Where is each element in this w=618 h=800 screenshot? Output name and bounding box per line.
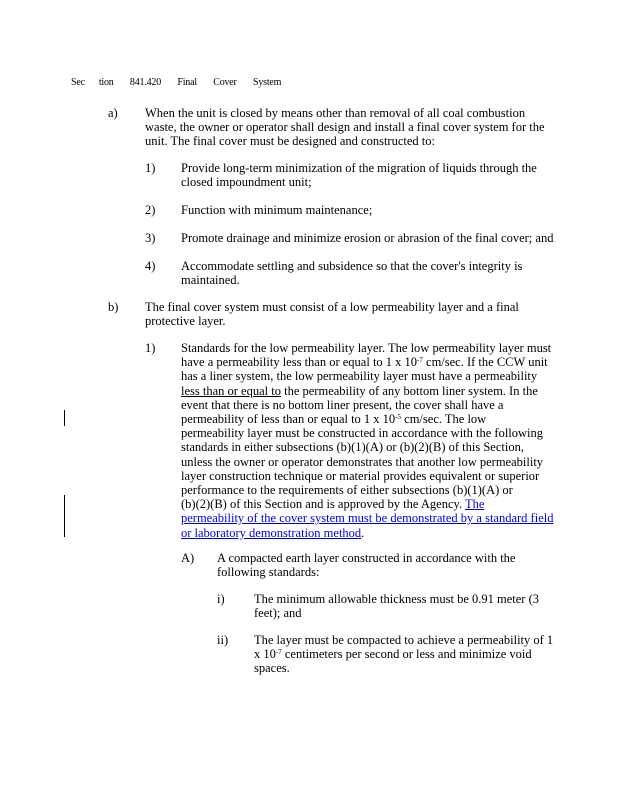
subsection-a-text	[145, 106, 545, 149]
text-line: unless the owner or operator demonstrates that another low permeability	[181, 454, 544, 469]
subsection-b-label: b)	[108, 300, 119, 314]
item-bA-label: A)	[181, 551, 195, 565]
text-line: Standards for the low permeability layer. The low permeability layer must	[181, 341, 552, 355]
text-line: standards in either subsections (b)(1)(A) or (b)(2)(B) of this Section,	[181, 440, 524, 455]
text-run: cm/sec. The low	[401, 412, 487, 427]
text-line: The layer must be compacted to achieve a permeability of 1	[254, 633, 554, 647]
exponent: -7	[275, 648, 282, 657]
text-line: Promote drainage and minimize erosion or abrasion of the final cover; and	[181, 231, 554, 245]
subsection-a-label: a)	[108, 106, 118, 120]
text-line: event that there is no bottom liner present, the cover shall have a	[181, 397, 504, 412]
section-number: 841.420	[129, 77, 162, 88]
text-line	[181, 412, 553, 426]
blue-insertion: or laboratory demonstration method	[181, 525, 362, 540]
text-line: Function with minimum maintenance;	[181, 203, 373, 217]
section-title-cover: Cover	[213, 77, 237, 88]
item-bii-label: ii)	[217, 633, 229, 647]
item-a3-text	[181, 231, 553, 245]
exponent: -5	[395, 413, 402, 422]
text-run: the permeability of any bottom liner system. In the	[280, 383, 538, 398]
text-line: Accommodate settling and subsidence so that the cover's integrity is	[181, 259, 523, 273]
section-word-cont: tion	[98, 77, 114, 88]
text-line: The minimum allowable thickness must be 0.91 meter (3	[254, 592, 540, 606]
text-line: has a liner system, the low permeability layer must have a permeability	[181, 369, 538, 384]
item-a2-label: 2)	[145, 203, 156, 217]
text-line: unit. The final cover must be designed and constructed to:	[145, 134, 435, 149]
section-title-system: System	[252, 77, 282, 88]
revision-change-bar	[64, 495, 65, 537]
text-line: permeability layer must be constructed in accordance with the following	[181, 426, 544, 441]
blue-insertion: The	[464, 497, 485, 512]
underlined-insertion: less than or equal to	[181, 383, 281, 398]
text-line	[181, 497, 553, 511]
section-heading	[71, 77, 295, 88]
text-run: cm/sec. If the CCW unit	[422, 355, 548, 370]
subsection-b-text	[145, 300, 519, 328]
text-line: maintained.	[181, 273, 240, 288]
text-run: x 10	[254, 647, 276, 662]
text-line: closed impoundment unit;	[181, 175, 312, 190]
text-line	[181, 384, 553, 398]
item-a1-label: 1)	[145, 161, 156, 175]
text-line: following standards:	[217, 565, 320, 580]
text-line: The final cover system must consist of a low permeability layer and a final	[145, 300, 519, 314]
item-bii-text	[254, 633, 553, 676]
item-bi-label: i)	[217, 592, 225, 606]
text-line: feet); and	[254, 606, 302, 621]
item-a1-text	[181, 161, 537, 189]
text-line: A compacted earth layer constructed in accordance with the	[217, 551, 516, 565]
item-a3-label: 3)	[145, 231, 156, 245]
text-line: Provide long-term minimization of the migration of liquids through the	[181, 161, 537, 175]
revision-change-bar	[64, 410, 65, 426]
item-b1-label: 1)	[145, 341, 156, 355]
item-a2-text	[181, 203, 372, 217]
section-word: Sec	[71, 77, 85, 88]
text-line	[181, 355, 553, 369]
text-run: have a permeability less than or equal to 1 x 10	[181, 355, 418, 370]
item-a4-label: 4)	[145, 259, 156, 273]
text-line	[181, 526, 553, 540]
item-bA-text	[217, 551, 515, 579]
item-a4-text	[181, 259, 522, 287]
section-title-final: Final	[177, 77, 197, 88]
text-line: waste, the owner or operator shall design and install a final cover system for the	[145, 120, 545, 135]
text-line: When the unit is closed by means other than removal of all coal combustion	[145, 106, 526, 120]
text-run: (b)(2)(B) of this Section and is approved by the Agency.	[181, 497, 465, 512]
blue-insertion-line: permeability of the cover system must be demonstrated by a standard field	[181, 511, 554, 526]
item-b1-text	[181, 341, 553, 540]
text-run: permeability of less than or equal to 1 x 10	[181, 412, 396, 427]
text-run: .	[361, 525, 365, 540]
text-line	[254, 647, 553, 661]
item-bi-text	[254, 592, 539, 620]
exponent: -7	[417, 356, 423, 365]
text-run: centimeters per second or less and minimize void	[281, 647, 532, 662]
text-line: spaces.	[254, 661, 290, 676]
text-line: performance to the requirements of either subsections (b)(1)(A) or	[181, 483, 513, 498]
text-line: protective layer.	[145, 314, 226, 329]
text-line: layer construction technique or material provides equivalent or superior	[181, 468, 540, 483]
